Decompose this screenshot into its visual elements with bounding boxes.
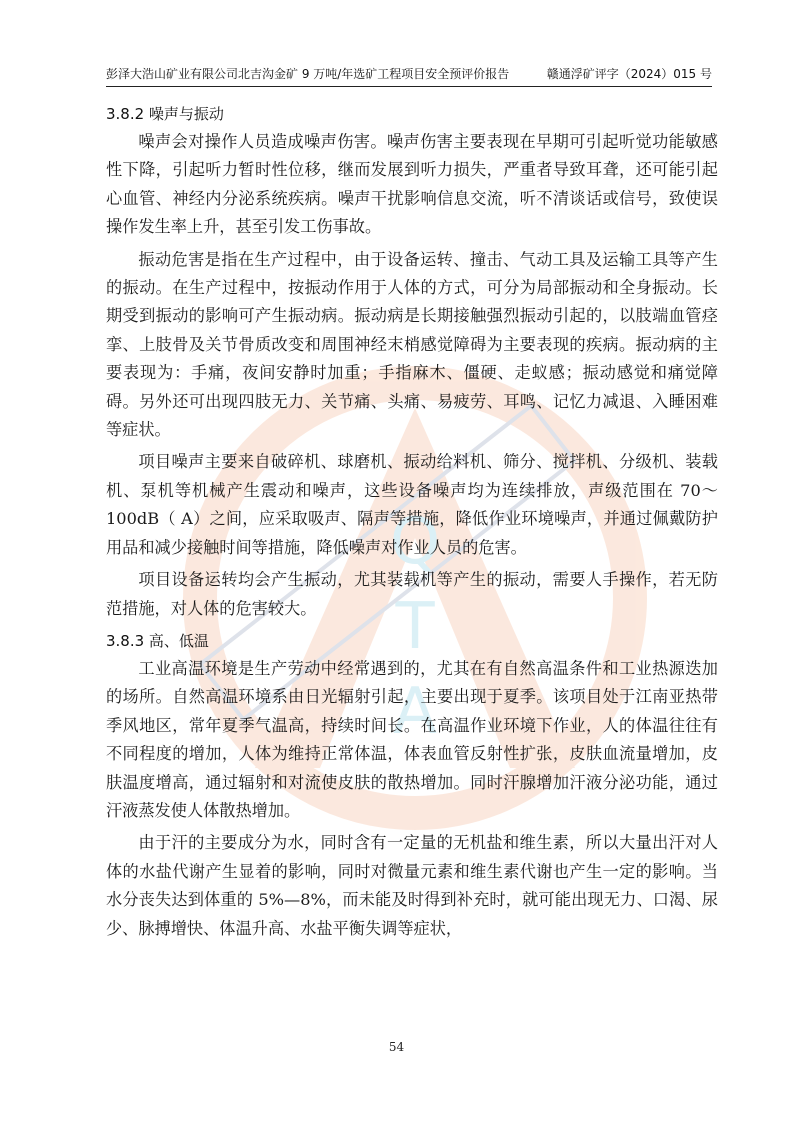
- paragraph: 由于汗的主要成分为水，同时含有一定量的无机盐和维生素，所以大量出汗对人体的水盐代谢产生显着的影响，同时对微量元素和维生素代谢也产生一定的影响。当水分丧失达到体重的 5%—8%，而未能及时得到补充时，就可能出现无力、口渴、尿少、脉搏增快、体温升高、水盐平衡失调等症状，: [106, 833, 718, 938]
- paragraph: 项目设备运转均会产生振动，尤其装载机等产生的振动，需要人手操作，若无防范措施，对人体的危害较大。: [106, 570, 718, 618]
- header-title: 彭泽大浩山矿业有限公司北吉沟金矿 9 万吨/年选矿工程项目安全预评价报告: [106, 67, 510, 81]
- watermark-letter-t: T: [395, 590, 435, 664]
- header-divider: [106, 86, 712, 87]
- paragraph: 噪声会对操作人员造成噪声伤害。噪声伤害主要表现在早期可引起听觉功能敏感性下降，引起听力暂时性位移，继而发展到听力损失，严重者导致耳聋，还可能引起心血管、神经内分泌系统疾病。噪声干扰影响信息交流，听不清谈话或信号，致使误操作发生率上升，甚至引发工伤事故。: [106, 132, 718, 237]
- section-heading-noise-vibration: 3.8.2 噪声与振动: [106, 105, 224, 123]
- page-number: 54: [388, 1040, 405, 1054]
- paragraph: 工业高温环境是生产劳动中经常遇到的，尤其在有自然高温条件和工业热源迭加的场所。自然高温环境系由日光辐射引起，主要出现于夏季。该项目处于江南亚热带季风地区，常年夏季气温高，持续时间长。在高温作业环境下作业，人的体温往往有不同程度的增加，人体为维持正常体温，体表血管反射性扩张，皮肤血流量增加，皮肤温度增高，通过辐射和对流使皮肤的散热增加。同时汗腺增加汗液分泌功能，通过汗液蒸发使人体散热增加。: [106, 658, 718, 820]
- section-heading-temperature: 3.8.3 高、低温: [106, 631, 209, 650]
- page-header: [106, 66, 712, 82]
- paragraph: 项目噪声主要来自破碎机、球磨机、振动给料机、筛分、搅拌机、分级机、装载机、泵机等机械产生震动和噪声，这些设备噪声均为连续排放，声级范围在 70～100dB（ A）之间，应采取吸声、隔声等措施，降低作业环境噪声，并通过佩戴防护用品和减少接触时间等措施，降低噪声对作业人员的危害。: [106, 452, 718, 557]
- document-body: [106, 100, 718, 947]
- watermark-letter-a: A: [393, 675, 437, 749]
- paragraph: 振动危害是指在生产过程中，由于设备运转、撞击、气动工具及运输工具等产生的振动。在生产过程中，按振动作用于人体的方式，可分为局部振动和全身振动。长期受到振动的影响可产生振动病。振动病是长期接触强烈振动引起的，以肢端血管痉挛、上肢骨及关节骨质改变和周围神经末梢感觉障碍为主要表现的疾病。振动病的主要表现为：手痛，夜间安静时加重；手指麻木、僵硬、走蚁感；振动感觉和痛觉障碍。另外还可出现四肢无力、关节痛、头痛、易疲劳、耳鸣、记忆力减退、入睡困难等症状。: [106, 249, 718, 440]
- watermark-letter-q: Q: [389, 505, 441, 579]
- header-report-number: 赣通浮矿评字（2024）015 号: [546, 67, 712, 81]
